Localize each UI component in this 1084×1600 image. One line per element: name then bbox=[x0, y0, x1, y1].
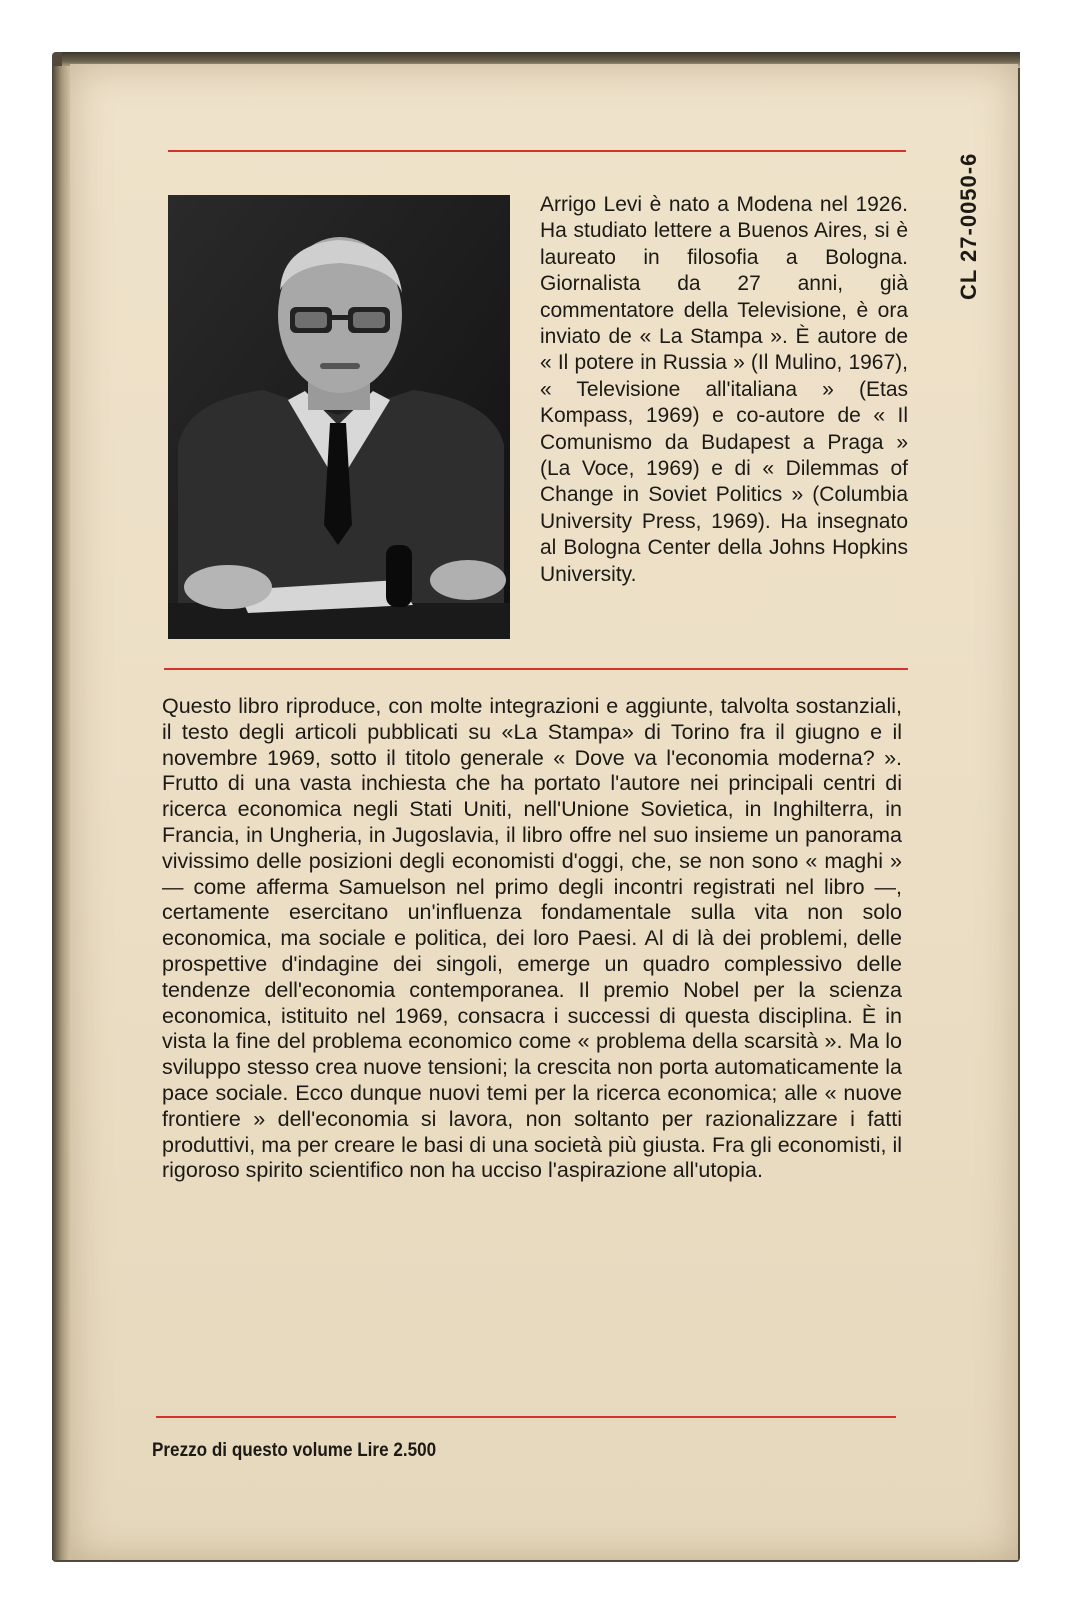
author-portrait-image bbox=[168, 195, 510, 639]
author-photo bbox=[168, 195, 510, 639]
author-bio: Arrigo Levi è nato a Modena nel 1926. Ha studiato lettere a Buenos Aires, si è laureato in filosofia a Bologna. Giornalista da 27 anni, già commentatore della Televisione, è ora inviato de « La Stampa ». È autore de « Il potere in Russia » (Il Mulino, 1967), « Televisione all'italiana » (Etas Kompass, 1969) e co-autore de « Il Comunismo da Budapest a Praga » (La Voce, 1969) e di « Dilemmas of Change in Soviet Politics » (Columbia University Press, 1969). Ha insegnato al Bologna Center della Johns Hopkins University. bbox=[540, 193, 908, 586]
middle-red-rule bbox=[164, 668, 908, 670]
bottom-red-rule bbox=[156, 1416, 896, 1418]
isbn-code: CL 27-0050-6 bbox=[956, 152, 981, 300]
price-label: Prezzo di questo volume Lire 2.500 bbox=[152, 1440, 437, 1461]
book-spine-edge bbox=[52, 66, 72, 1560]
top-red-rule bbox=[168, 150, 906, 152]
book-description: Questo libro riproduce, con molte integrazioni e aggiunte, talvolta sostanziali, il testo degli articoli pubblicati su «La Stampa» di Torino fra il giugno e il novembre 1969, sotto il titolo generale « Dove va l'economia moderna? ». Frutto di una vasta inchiesta che ha portato l'autore nei principali centri di ricerca economica negli Stati Uniti, nell'Unione Sovietica, in Inghilterra, in Francia, in Ungheria, in Jugoslavia, il libro offre nel suo insieme un panorama vivissimo delle posizioni degli economisti d'oggi, che, se non sono « maghi » — come afferma Samuelson nel primo degli incontri registrati nel libro —, certamente esercitano un'influenza fondamentale sulla vita non solo economica, ma sociale e politica, dei loro Paesi. Al di là dei problemi, delle prospettive d'indagine dei singoli, emerge un quadro complessivo delle tendenze dell'economia contemporanea. Il premio Nobel per la scienza economica, istituito nel 1969, consacra i successi di questa disciplina. È in vista la fine del problema economico come « problema della scarsità ». Ma lo sviluppo stesso crea nuove tensioni; la crescita non porta automaticamente la pace sociale. Ecco dunque nuovi temi per la ricerca economica; alle « nuove frontiere » dell'economia si lavora, non soltanto per razionalizzare i fatti produttivi, ma per creare le basi di una società più giusta. Fra gli economisti, il rigoroso spirito scientifico non ha ucciso l'aspirazione all'utopia. bbox=[162, 694, 902, 1183]
